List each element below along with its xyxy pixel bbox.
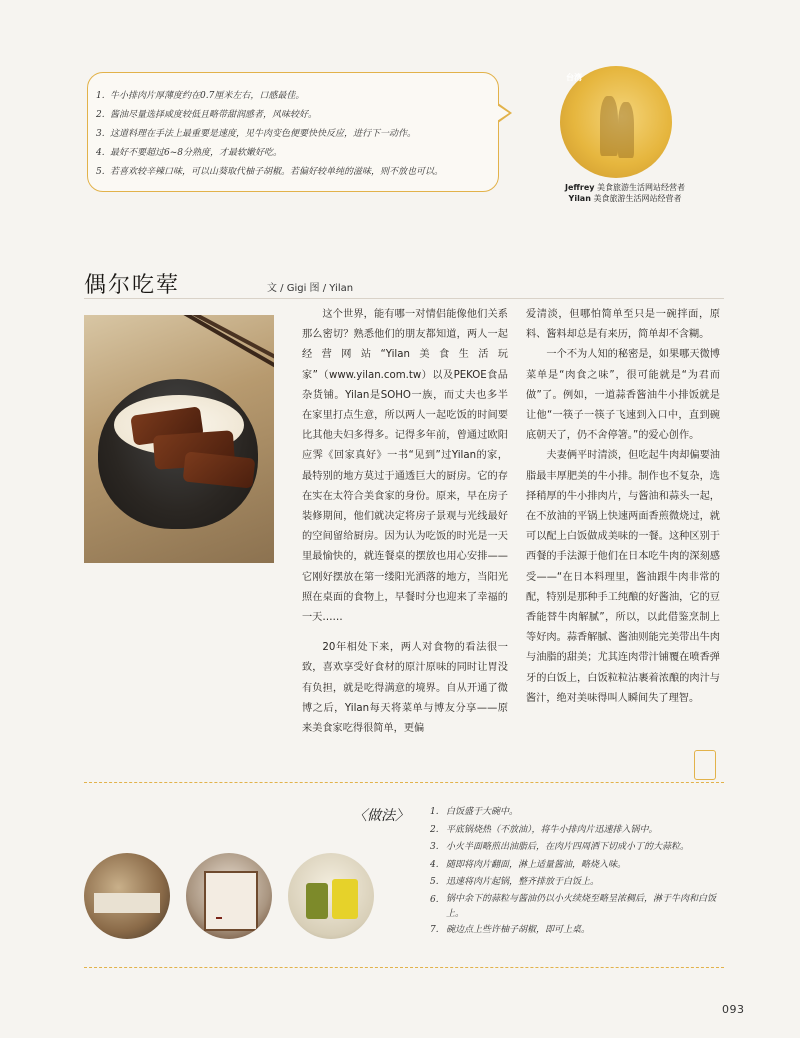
article-title: 偶尔吃荤: [84, 273, 181, 298]
page-number: 093: [722, 1003, 745, 1016]
article-column-1: [302, 305, 508, 739]
kitchen-photo: [84, 853, 170, 939]
tip-item: 3. 这道料理在手法上最重要是速度，见牛肉变色便要快快反应，进行下一动作。: [96, 129, 417, 139]
step-item: 6. 锅中余下的蒜粒与酱油仍以小火续烧至略呈浓稠后，淋于牛肉和白饭上。: [430, 893, 717, 919]
method-steps: [430, 804, 730, 939]
step-item: 7. 碗边点上些许柚子胡椒，即可上桌。: [430, 924, 591, 935]
step-item: 2. 平底锅烧热（不放油），将牛小排肉片迅速排入锅中。: [430, 824, 658, 835]
rice-bag: [204, 871, 258, 931]
paragraph: 一个不为人知的秘密是，如果哪天微博菜单是“肉食之味”，很可能就是“为君而做”了。例如，一道蒜香酱油牛小排饭就是让他“一筷子一筷子飞速到入口中，直到碗底朝天了，仍不舍停箸。”的爱心创作。: [526, 349, 720, 442]
decorative-corner-icon: [694, 750, 716, 780]
tips-list: [96, 87, 496, 182]
section-divider: [84, 782, 724, 783]
tip-item: 4. 最好不要超过6~8分熟度，才最软嫩好吃。: [96, 148, 282, 158]
section-divider: [84, 967, 724, 968]
region-badge: 台湾: [566, 73, 582, 82]
jar: [332, 879, 358, 919]
counter: [94, 893, 160, 913]
rice-bag-photo: [186, 853, 272, 939]
step-item: 3. 小火半面略煎出油脂后，在肉片四周洒下切成小丁的大蒜粒。: [430, 842, 690, 852]
paragraph: 这个世界，能有哪一对情侣能像他们关系那么密切？熟悉他们的朋友都知道，两人一起经营网站“Yilan美食生活玩家”（www.yilan.com.tw）以及PEKOE食品杂货铺。Yilan是SOHO一族，而丈夫也多半在家里打点生意，所以两人一起吃饭的时间要比其他夫妇多得多。记得多年前，曾通过欧阳应霁《回家真好》一书“见到”过Yilan的家，最特别的地方莫过于通透巨大的厨房。它的存在实在太符合美食家的身份。原来，早在房子装修期间，他们就决定将房子景观与光线最好的空间留给厨房。因为认为吃饭的时光是一天里最愉快的，就连餐桌的摆放也用心安排——它刚好摆放在第一缕阳光洒落的地方，当阳光照在桌面的食物上，早餐时分也迎来了幸福的一天……: [302, 309, 508, 624]
bag-label: [216, 917, 222, 919]
step-item: 1. 白饭盛于大碗中。: [430, 807, 519, 817]
step-item: 5. 迅速将肉片起锅，整齐排放于白饭上。: [430, 877, 600, 887]
article-credit: 文 / Gigi 图 / Yilan: [267, 283, 354, 294]
paragraph: 夫妻俩平时清淡，但吃起牛肉却偏要油脂最丰厚肥美的牛小排。制作也不复杂，选择稍厚的牛小排肉片，与酱油和蒜头一起，在不放油的平锅上快速两面香煎微烧过，就可以配上白饭做成美味的一餐。这种区别于西餐的手法源于他们在日本吃牛肉的深刻感受——“在日本料理里，酱油跟牛肉非常的配，特别是那种手工纯酿的好酱油，它的豆香能替牛肉解腻”，所以，以此借鉴烹制上等好肉。蒜香解腻、酱油则能完美带出牛肉与油脂的甜美；尤其连肉带汁铺覆在喷香弹牙的白饭上，白饭粒粒沾裹着浓酿的肉汁与酱汁，绝对美味得叫人瞬间失了理智。: [526, 450, 720, 704]
paragraph: 20年相处下来，两人对食物的看法很一致，喜欢享受好食材的原汁原味的同时让胃没有负担，就是吃得满意的境界。自从开通了微博之后，Yilan每天将菜单与博友分享——原来美食家吃得很简单，更偏: [302, 642, 508, 735]
title-divider: [84, 298, 724, 299]
tips-box: [87, 72, 499, 192]
silhouette: [618, 102, 634, 158]
yuzu-pepper-jars-photo: [288, 853, 374, 939]
silhouette: [600, 96, 618, 156]
step-item: 4. 随即将肉片翻面，淋上适量酱油，略烧入味。: [430, 859, 627, 870]
tip-item: 5. 若喜欢较辛辣口味，可以山葵取代柚子胡椒。若偏好较单纯的滋味，则不放也可以。: [96, 167, 444, 177]
beef-rice-bowl-photo: [84, 315, 274, 563]
profile-caption-line: Jeffrey 美食旅游生活网站经营者: [564, 183, 685, 192]
paragraph: 爱清淡，但哪怕简单至只是一碗拌面，原料、酱料却总是有来历，简单却不含糊。: [526, 309, 720, 341]
profile-caption-line: Yilan 美食旅游生活网站经营者: [568, 194, 682, 203]
tip-item: 2. 酱油尽量选择咸度较低且略带甜润感者，风味较好。: [96, 110, 318, 120]
method-heading: 〈做法〉: [353, 808, 409, 824]
article-column-2: [526, 305, 720, 709]
tip-item: 1. 牛小排肉片厚薄度约在0.7厘米左右，口感最佳。: [96, 91, 305, 101]
jar: [306, 883, 328, 919]
